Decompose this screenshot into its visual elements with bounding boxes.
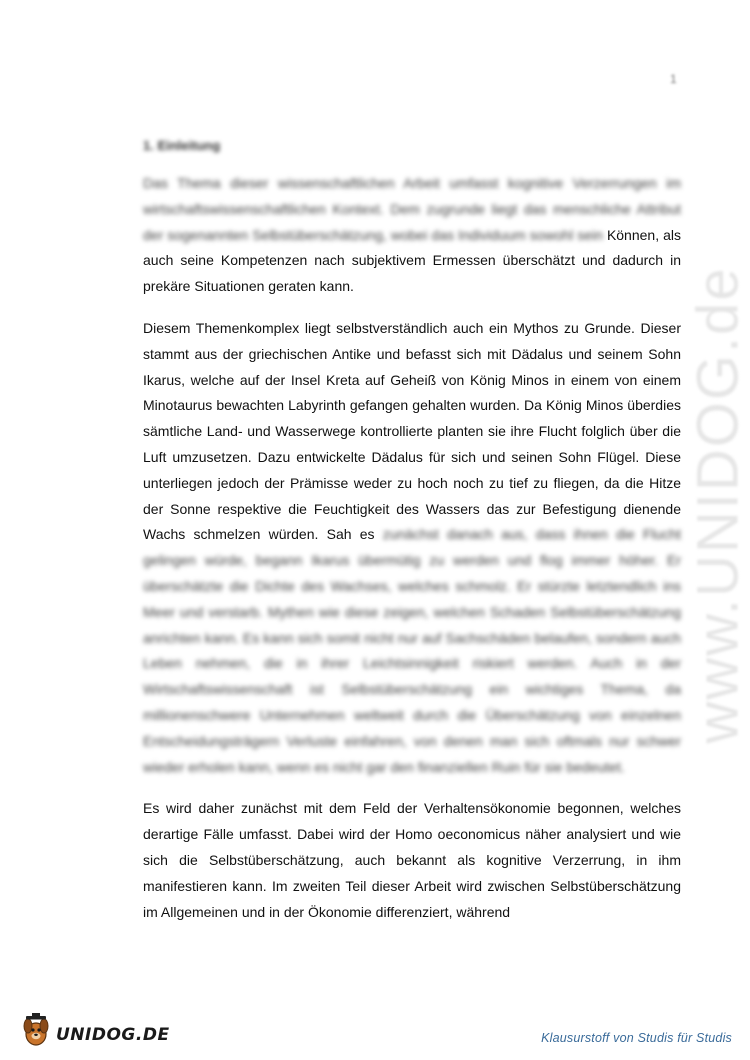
paragraph-outline — [143, 796, 681, 925]
paragraph-intro-blurred-text: Das Thema dieser wissenschaftlichen Arbeit umfasst kognitive Verzerrungen im wirtschaftswissenschaftlichen Kontext. Dem zugrunde liegt das menschliche Attribut der sogenannten Selbstüberschätzung, wobei das Individuum sowohl sein — [143, 175, 681, 243]
dog-mascot-icon — [20, 1012, 52, 1048]
paragraph-myth — [143, 316, 681, 780]
document-body — [143, 138, 681, 925]
logo-text: UNIDOG.DE — [56, 1025, 170, 1045]
paragraph-intro-visible-text: Können, als auch seine Kompetenzen nach subjektivem Ermessen überschätzt und dadurch in prekäre Situationen geraten kann. — [143, 226, 681, 295]
footer-tagline: Klausurstoff von Studis für Studis — [541, 1031, 732, 1045]
unidog-logo — [20, 1012, 170, 1048]
paragraph-myth-blurred-text: zunächst danach aus, dass ihnen die Flucht gelingen würde, begann Ikarus übermütig zu werden und flog immer höher. Er überschätzte die Dichte des Wachses, welches schmolz. Er stürzte letztendlich ins Meer und verstarb. Mythen wie diese zeigen, welchen Schaden Selbstüberschätzung anrichten kann. Es kann sich somit nicht nur auf Sachschäden belaufen, sondern auch Leben nehmen, die in ihrer Leichtsinnigkeit riskiert werden. Auch in der Wirtschaftswissenschaft ist Selbstüberschätzung ein wichtiges Thema, da millionenschwere Unternehmen weltweit durch die Überschätzung von einzelnen Entscheidungsträgern Verluste einfahren, von denen man sich oftmals nur schwer wieder erholen kann, wenn es nicht gar den finanziellen Ruin für sie bedeutet. — [143, 526, 682, 775]
paragraph-outline-visible-text: Es wird daher zunächst mit dem Feld der Verhaltensökonomie begonnen, welches derartige Fälle umfasst. Dabei wird der Homo oeconomicus näher analysiert und wie sich die Selbstüberschätzung, auch bekannt als kognitive Verzerrung, in ihm manifestieren kann. Im zweiten Teil dieser Arbeit wird zwischen Selbstüberschätzung im Allgemeinen und in der Ökonomie differenziert, während — [143, 800, 681, 920]
section-heading: 1. Einleitung — [143, 138, 221, 153]
paragraph-intro — [143, 171, 681, 300]
paragraph-myth-visible-text: Diesem Themenkomplex liegt selbstverständlich auch ein Mythos zu Grunde. Dieser stammt aus der griechischen Antike und befasst sich mit Dädalus und seinem Sohn Ikarus, welche auf der Insel Kreta auf Geheiß von König Minos in einem von einem Minotaurus bewachten Labyrinth gefangen gehalten wurden. Da König Minos überdies sämtliche Land- und Wasserwege kontrollierte planten sie ihre Flucht folglich über die Luft umzusetzen. Dazu entwickelte Dädalus für sich und seinen Sohn Flügel. Diese unterliegen jedoch der Prämisse weder zu hoch noch zu tief zu fliegen, da die Hitze der Sonne respektive die Feuchtigkeit des Wassers das zur Befestigung dienende Wachs schmelzen würden. Sah es — [143, 319, 681, 543]
page-number: 1 — [670, 72, 677, 86]
watermark-text: www.UNIDOG.de — [685, 266, 750, 744]
